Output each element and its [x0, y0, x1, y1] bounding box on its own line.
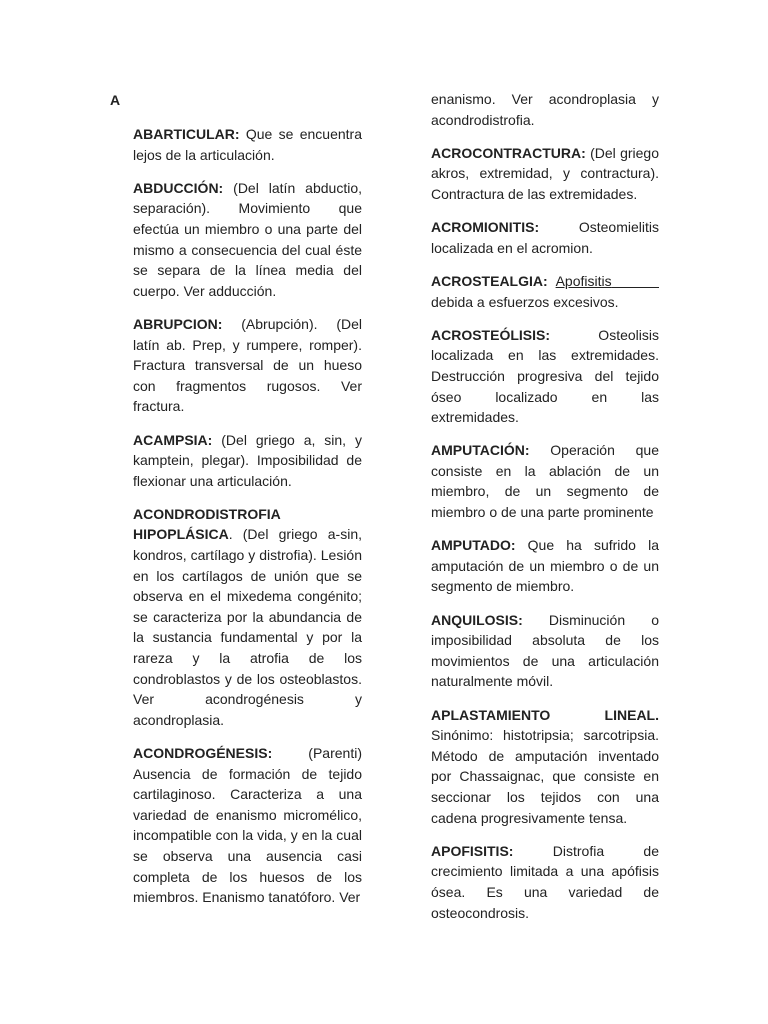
- entry-term: ACROMIONITIS:: [431, 219, 540, 236]
- entry-definition: Osteolisis localizada en las extremidades. Destrucción progresiva del tejido óseo localizado en las extremidades.: [431, 326, 659, 426]
- entry-term: ACROSTEÓLISIS:: [431, 326, 551, 343]
- entry-definition: (Abrupción). (Del latín ab. Prep, y rumpere, romper). Fractura transversal de un hueso con fragmentos rugosos. Ver fractura.: [133, 315, 362, 415]
- entry-definition: . (Del griego a-sin, kondros, cartílago y distrofia). Lesión en los cartílagos de unión que se observa en el mixedema congénito; se caracteriza por la abundancia de la sustancia fundamental y por la rareza y la atrofia de los condroblastos y de los osteoblastos. Ver acondrogénesis y acondroplasia.: [133, 526, 362, 728]
- entry-aplastamiento: [431, 705, 659, 829]
- entry-term: ACONDROGÉNESIS:: [133, 745, 273, 761]
- entry-acrosteolisis: [431, 325, 659, 428]
- underline-gap: [612, 273, 659, 289]
- right-column: [431, 89, 659, 936]
- entry-term: ACONDRODISTROFIA HIPOPLÁSICA: [133, 505, 281, 543]
- entry-definition: Operación que consiste en la ablación de un miembro, de un segmento de miembro o de una parte prominente: [431, 442, 659, 521]
- entry-acrocontractura: [431, 143, 659, 205]
- entry-acondrodistrofia: [133, 504, 362, 731]
- entry-definition: (Del griego akros, extremidad, y contractura). Contractura de las extremidades.: [431, 144, 659, 202]
- entry-amputacion: [431, 440, 659, 522]
- entry-definition: (Del griego a, sin, y kamptein, plegar). Imposibilidad de flexionar una articulación.: [133, 431, 362, 489]
- entry-acondrogenesis: [133, 743, 362, 908]
- entry-definition: Distrofia de crecimiento limitada a una apófisis ósea. Es una variedad de osteocondrosis.: [431, 842, 659, 921]
- entry-definition: Osteomielitis localizada en el acromion.: [431, 219, 659, 256]
- entry-term: ABRUPCION:: [133, 315, 223, 332]
- entry-term: APLASTAMIENTO LINEAL.: [431, 706, 659, 723]
- entry-acromionitis: [431, 217, 659, 258]
- entry-definition: Que se encuentra lejos de la articulación.: [133, 126, 362, 163]
- entry-underlined-word: Apofisitis: [555, 272, 612, 289]
- entry-term: AMPUTACIÓN:: [431, 442, 530, 459]
- entry-abrupcion: [133, 314, 362, 417]
- entry-term: ACAMPSIA:: [133, 431, 213, 448]
- entry-term: AMPUTADO:: [431, 537, 516, 554]
- entry-definition: Disminución o imposibilidad absoluta de los movimientos de una articulación naturalmente móvil.: [431, 611, 659, 690]
- entry-definition: (Parenti) Ausencia de formación de tejido cartilaginoso. Caracteriza a una variedad de enanismo micromélico, incompatible con la vida, y en la cual se observa una ausencia casi completa de los huesos de los miembros. Enanismo tanatóforo. Ver: [133, 745, 362, 906]
- entry-abduccion: [133, 178, 362, 302]
- entry-acampsia: [133, 430, 362, 492]
- entry-definition-rest: debida a esfuerzos excesivos.: [431, 293, 619, 310]
- entry-term: APOFISITIS:: [431, 842, 514, 859]
- entry-amputado: [431, 535, 659, 597]
- entry-abarticular: [133, 124, 362, 165]
- entry-definition: Sinónimo: histotripsia; sarcotripsia. Método de amputación inventado por Chassaignac, que consiste en seccionar los tejidos con una cadena progresivamente tensa.: [431, 727, 659, 826]
- entry-anquilosis: [431, 610, 659, 692]
- entry-term: ABARTICULAR:: [133, 126, 240, 142]
- entry-term: ABDUCCIÓN:: [133, 179, 224, 196]
- entry-term: ACROSTEALGIA:: [431, 272, 548, 289]
- entry-definition: (Del latín abductio, separación). Movimiento que efectúa un miembro o una parte del mismo a consecuencia del cual éste se separa de la línea media del cuerpo. Ver adducción.: [133, 179, 362, 299]
- entry-acrostealgia: [431, 271, 659, 312]
- entry-definition: [548, 273, 556, 289]
- entry-continuation: enanismo. Ver acondroplasia y acondrodistrofia.: [431, 91, 659, 128]
- section-letter: A: [110, 92, 121, 108]
- entry-term: ANQUILOSIS:: [431, 611, 523, 628]
- entry-term: ACROCONTRACTURA:: [431, 144, 586, 161]
- left-column: [133, 124, 362, 920]
- entry-definition: Que ha sufrido la amputación de un miembro o de un segmento de miembro.: [431, 537, 659, 595]
- entry-apofisitis: [431, 841, 659, 923]
